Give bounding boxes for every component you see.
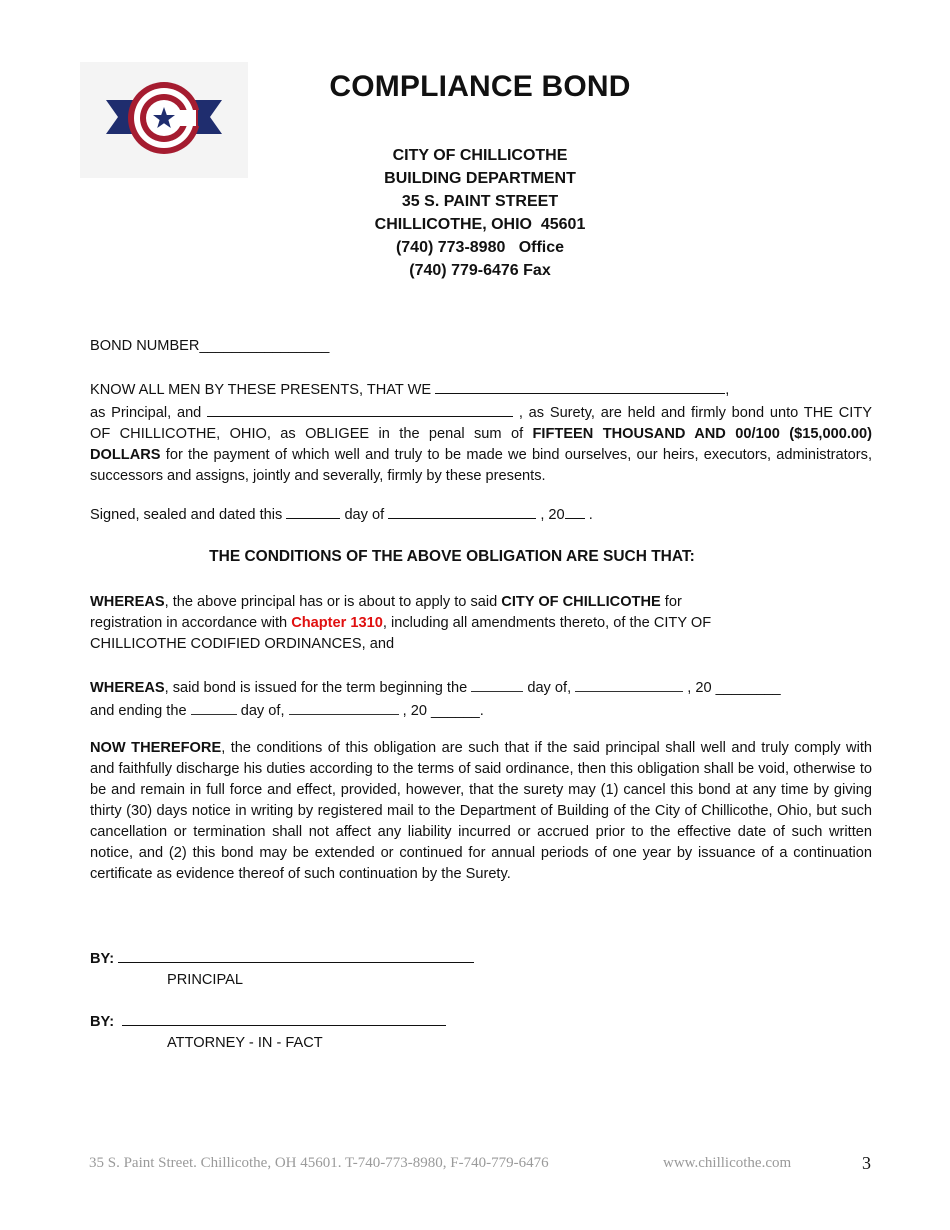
city-name: CITY OF CHILLICOTHE xyxy=(501,594,661,610)
principal-signature-block xyxy=(90,946,872,991)
period: . xyxy=(588,507,593,523)
term-end-day-field[interactable] xyxy=(191,699,237,715)
term-end-month-field[interactable] xyxy=(289,699,399,715)
day-of-label: day of, xyxy=(527,680,572,696)
whereas1-text-c: registration in accordance with xyxy=(90,615,288,631)
term-end-year-field[interactable]: ______. xyxy=(431,703,484,719)
department-address xyxy=(0,144,950,282)
by-label: BY: xyxy=(90,1014,115,1030)
whereas1-text-e: CHILLICOTHE CODIFIED ORDINANCES, and xyxy=(90,636,395,652)
know-all-paragraph xyxy=(90,378,872,487)
whereas1-text-d: , including all amendments thereto, of the CITY OF xyxy=(382,615,712,631)
day-of-label: day of, xyxy=(240,703,285,719)
attorney-caption: ATTORNEY - IN - FACT xyxy=(167,1035,323,1051)
whereas-paragraph-1 xyxy=(90,592,810,655)
address-line: BUILDING DEPARTMENT xyxy=(384,170,576,187)
signed-label: Signed, sealed and dated this xyxy=(90,507,283,523)
principal-signature-line[interactable] xyxy=(118,946,474,963)
penal-sum: FIFTEEN THOUSAND AND 00/100 ($15,000.00) DOLLARS xyxy=(90,426,872,463)
year-label: , 20 xyxy=(687,680,712,696)
address-line: CHILLICOTHE, OHIO 45601 xyxy=(374,216,586,233)
footer-address: 35 S. Paint Street. Chillicothe, OH 45601. T-740-773-8980, F-740-779-6476 xyxy=(89,1155,549,1171)
conditions-heading: THE CONDITIONS OF THE ABOVE OBLIGATION ARE SUCH THAT: xyxy=(209,548,695,565)
whereas1-text-a: , the above principal has or is about to apply to said xyxy=(164,594,498,610)
attorney-signature-line[interactable] xyxy=(122,1009,446,1026)
day-of-label: day of xyxy=(344,507,385,523)
now-therefore-text: , the conditions of this obligation are such that if the said principal shall well and truly comply with and faithfully discharge his duties according to the terms of said ordinance, then this obligation shall be void, otherwise to be and remain in full force and effect, provided, however, that the surety may (1) cancel this bond at any time by giving thirty (30) days notice in writing by registered mail to the Department of Building of the City of Chillicothe, Ohio, but such cancellation or termination shall not affect any liability incurred or accrued prior to the effective date of such written notice, and (2) this bond may be extended or continued for annual periods of one year by issuance of a continuation certificate as evidence thereof of such continuation by the Surety. xyxy=(90,740,872,882)
chapter-reference: Chapter 1310 xyxy=(291,615,383,631)
term-begin-day-field[interactable] xyxy=(471,676,523,692)
know-all-text: KNOW ALL MEN BY THESE PRESENTS, THAT WE xyxy=(90,382,432,398)
signed-day-field[interactable] xyxy=(286,503,340,519)
term-begin-month-field[interactable] xyxy=(575,676,683,692)
year-label: , 20 xyxy=(402,703,427,719)
whereas1-text-b: for xyxy=(664,594,682,610)
whereas-label: WHEREAS xyxy=(90,594,165,610)
principal-caption: PRINCIPAL xyxy=(167,972,243,988)
address-line: 35 S. PAINT STREET xyxy=(401,193,559,210)
principal-name-field[interactable] xyxy=(435,378,725,394)
page-title: COMPLIANCE BOND xyxy=(329,70,631,103)
bond-number-field[interactable]: ________________ xyxy=(199,338,330,354)
address-line: (740) 773-8980 Office xyxy=(395,239,565,256)
year-prefix: , 20 xyxy=(540,507,565,523)
attorney-signature-block xyxy=(90,1009,872,1054)
term-begin-year-field[interactable]: ________ xyxy=(715,680,781,696)
comma: , xyxy=(725,382,730,398)
surety-name-field[interactable] xyxy=(207,401,513,417)
ending-label: and ending the xyxy=(90,703,187,719)
footer-website[interactable]: www.chillicothe.com xyxy=(663,1155,792,1171)
signed-month-field[interactable] xyxy=(388,503,536,519)
as-principal-text: as Principal, and xyxy=(90,405,202,421)
signed-dated-row xyxy=(90,503,872,526)
whereas-label: WHEREAS xyxy=(90,680,165,696)
page-number: 3 xyxy=(862,1153,871,1173)
signed-year-field[interactable] xyxy=(565,503,585,519)
bond-number-label: BOND NUMBER xyxy=(90,338,200,354)
address-line: (740) 779-6476 Fax xyxy=(409,262,551,279)
bond-number-row xyxy=(90,336,872,357)
address-line: CITY OF CHILLICOTHE xyxy=(392,147,568,164)
surety-text: , as Surety, are held and firmly bond unto THE CITY OF CHILLICOTHE, OHIO, as OBLIGEE in the penal sum of xyxy=(90,405,872,442)
payment-text: for the payment of which well and truly to be made we bind ourselves, our heirs, executors, administrators, successors and assigns, jointly and severally, firmly by these presents. xyxy=(90,447,872,484)
by-label: BY: xyxy=(90,951,115,967)
now-therefore-label: NOW THEREFORE xyxy=(90,740,222,756)
whereas-paragraph-2 xyxy=(90,676,872,722)
now-therefore-paragraph xyxy=(90,738,872,885)
whereas2-text-a: , said bond is issued for the term beginning the xyxy=(164,680,468,696)
